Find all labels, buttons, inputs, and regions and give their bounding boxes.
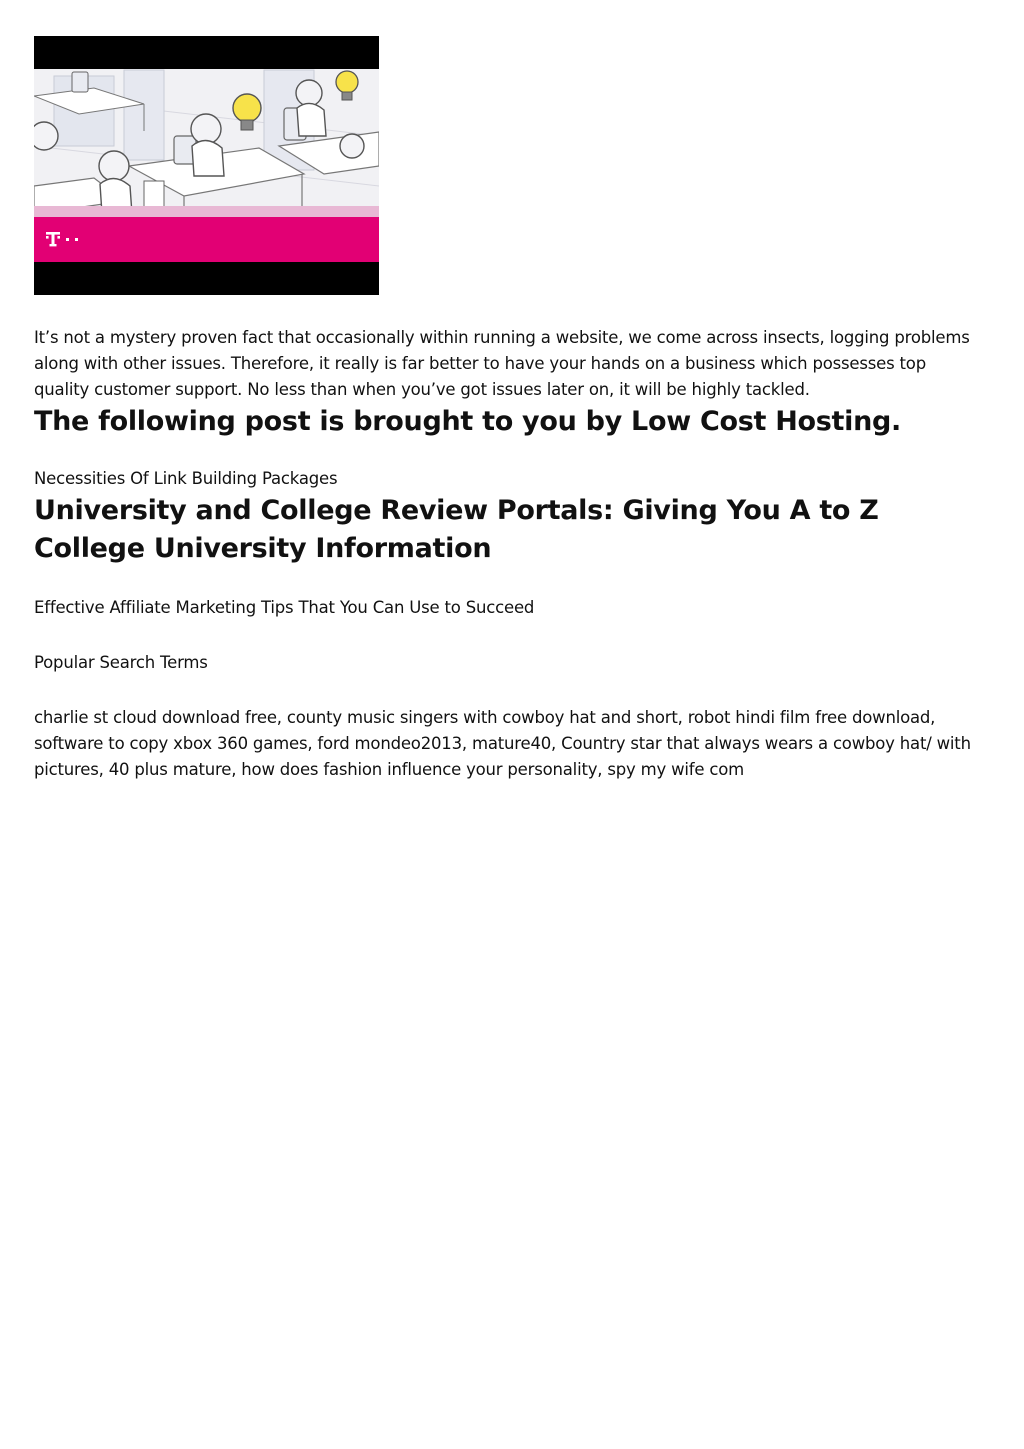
link-building-link[interactable]: Necessities Of Link Building Packages	[34, 469, 338, 488]
video-thumbnail[interactable]	[34, 36, 379, 295]
popular-search-title: Popular Search Terms	[34, 653, 208, 672]
popular-search-terms: charlie st cloud download free, county music singers with cowboy hat and short, robot hindi film free download, software to copy xbox 360 games, ford mondeo2013, mature40, Country star that always wears a cowboy hat/ with pictures, 40 plus mature, how does fashion influence your personality, spy my wife com	[34, 708, 971, 779]
office-illustration-image	[34, 36, 379, 295]
intro-paragraph: It’s not a mystery proven fact that occasionally within running a website, we come across insects, logging problems along with other issues. Therefore, it really is far better to have your hands on a business which possesses top quality customer support. No less than when you’ve got issues later on, it will be highly tackled.	[34, 328, 970, 399]
sponsor-heading: The following post is brought to you by Low Cost Hosting.	[34, 406, 901, 437]
portals-heading: University and College Review Portals: Giving You A to Z College University Information	[34, 495, 879, 564]
article-page	[34, 36, 984, 800]
affiliate-link[interactable]: Effective Affiliate Marketing Tips That You Can Use to Succeed	[34, 598, 535, 617]
